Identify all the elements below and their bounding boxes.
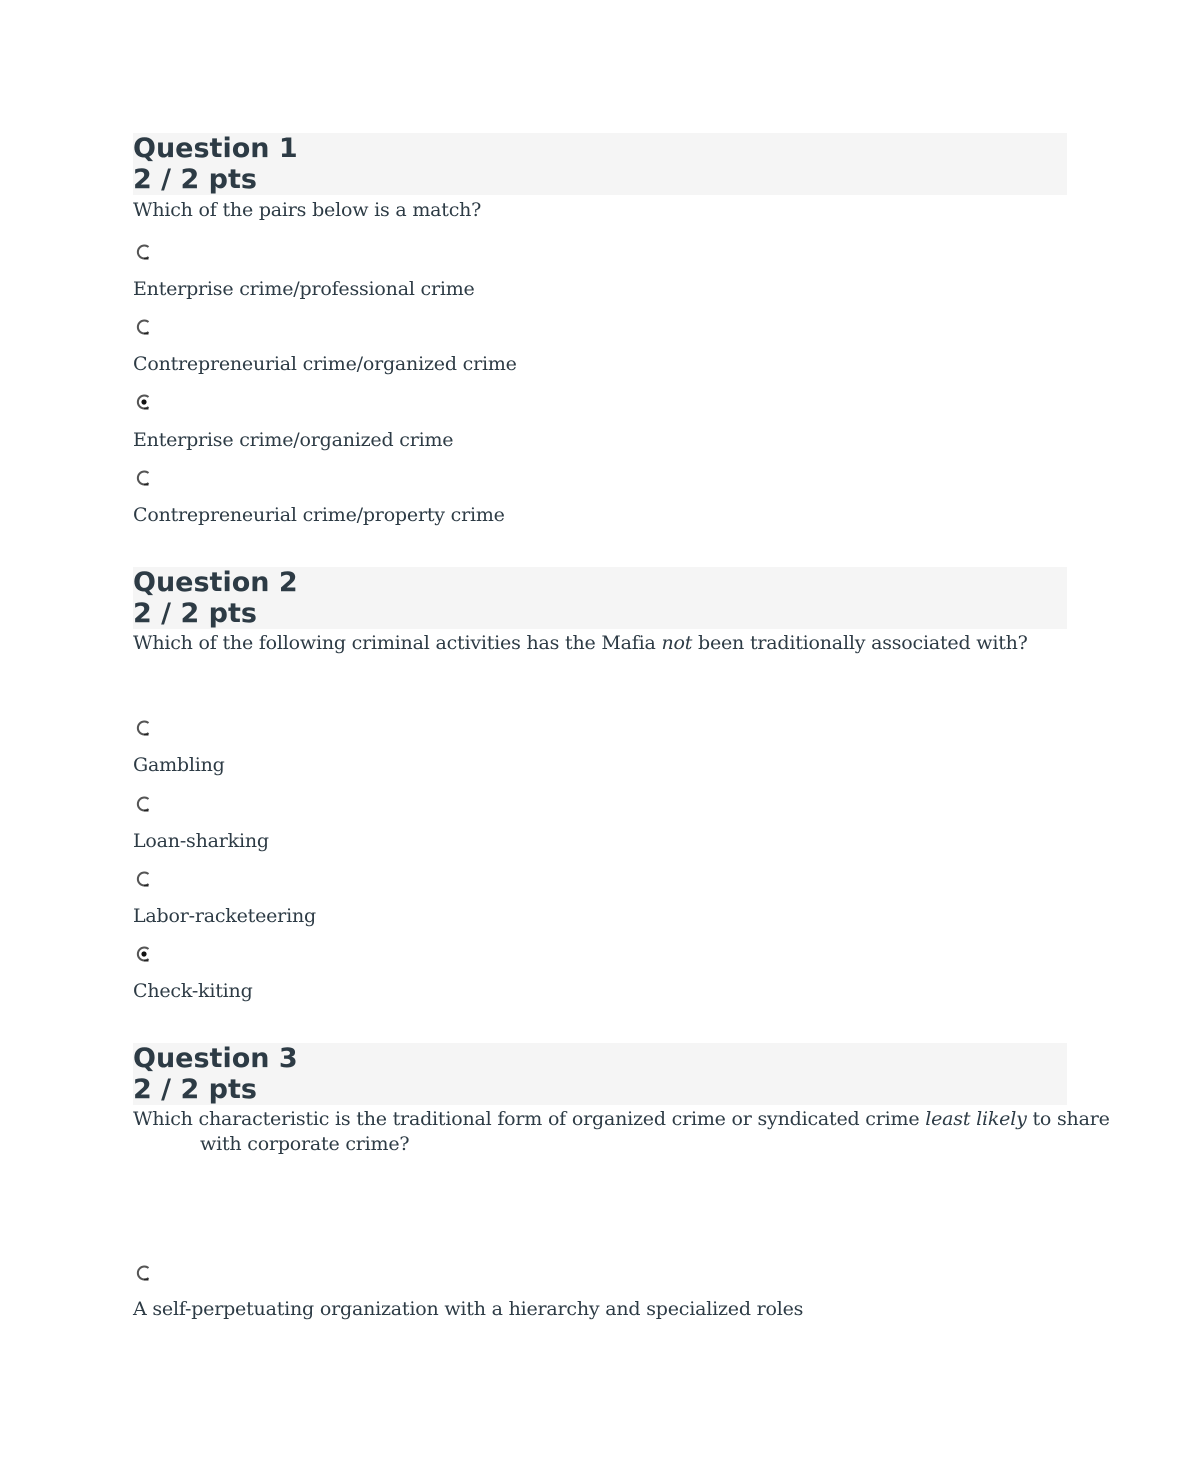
question-3-option-1[interactable]: A self-perpetuating organization with a hierarchy and specialized roles (133, 1298, 804, 1320)
question-1-header (133, 133, 1067, 195)
prompt-text: been traditionally associated with? (692, 632, 1028, 654)
question-2-option-3[interactable]: Labor-racketeering (133, 905, 316, 927)
question-2-header (133, 567, 1067, 629)
question-2-option-1[interactable]: Gambling (133, 754, 225, 776)
question-1-option-1[interactable]: Enterprise crime/professional crime (133, 278, 475, 300)
radio-unselected-icon[interactable] (135, 870, 153, 888)
question-3-header (133, 1043, 1067, 1105)
question-1-option-4[interactable]: Contrepreneurial crime/property crime (133, 504, 505, 526)
prompt-continuation: with corporate crime? (200, 1133, 410, 1155)
radio-unselected-icon[interactable] (135, 1264, 153, 1282)
question-2-title: Question 2 (133, 567, 298, 598)
question-2-prompt (133, 631, 1028, 656)
question-1-title: Question 1 (133, 133, 298, 164)
question-3-points: 2 / 2 pts (133, 1074, 257, 1105)
prompt-text: Which of the following criminal activities has the Mafia (133, 632, 662, 654)
radio-unselected-icon[interactable] (135, 795, 153, 813)
radio-unselected-icon[interactable] (135, 318, 153, 336)
prompt-emphasis: least likely (925, 1108, 1027, 1130)
question-1-points: 2 / 2 pts (133, 164, 257, 195)
prompt-text: to share (1026, 1108, 1110, 1130)
question-2-option-4[interactable]: Check-kiting (133, 980, 253, 1002)
question-2-points: 2 / 2 pts (133, 598, 257, 629)
question-1-option-2[interactable]: Contrepreneurial crime/organized crime (133, 353, 517, 375)
question-1-prompt: Which of the pairs below is a match? (133, 199, 482, 221)
prompt-emphasis: not (661, 632, 693, 654)
radio-unselected-icon[interactable] (135, 243, 153, 261)
question-3-prompt (133, 1107, 1110, 1157)
question-2-option-2[interactable]: Loan-sharking (133, 830, 269, 852)
question-1-option-3[interactable]: Enterprise crime/organized crime (133, 429, 454, 451)
radio-unselected-icon[interactable] (135, 469, 153, 487)
question-3-title: Question 3 (133, 1043, 298, 1074)
radio-unselected-icon[interactable] (135, 719, 153, 737)
prompt-text: Which characteristic is the traditional form of organized crime or syndicated crime (133, 1108, 926, 1130)
radio-selected-icon[interactable] (135, 393, 153, 411)
radio-selected-icon[interactable] (135, 945, 153, 963)
